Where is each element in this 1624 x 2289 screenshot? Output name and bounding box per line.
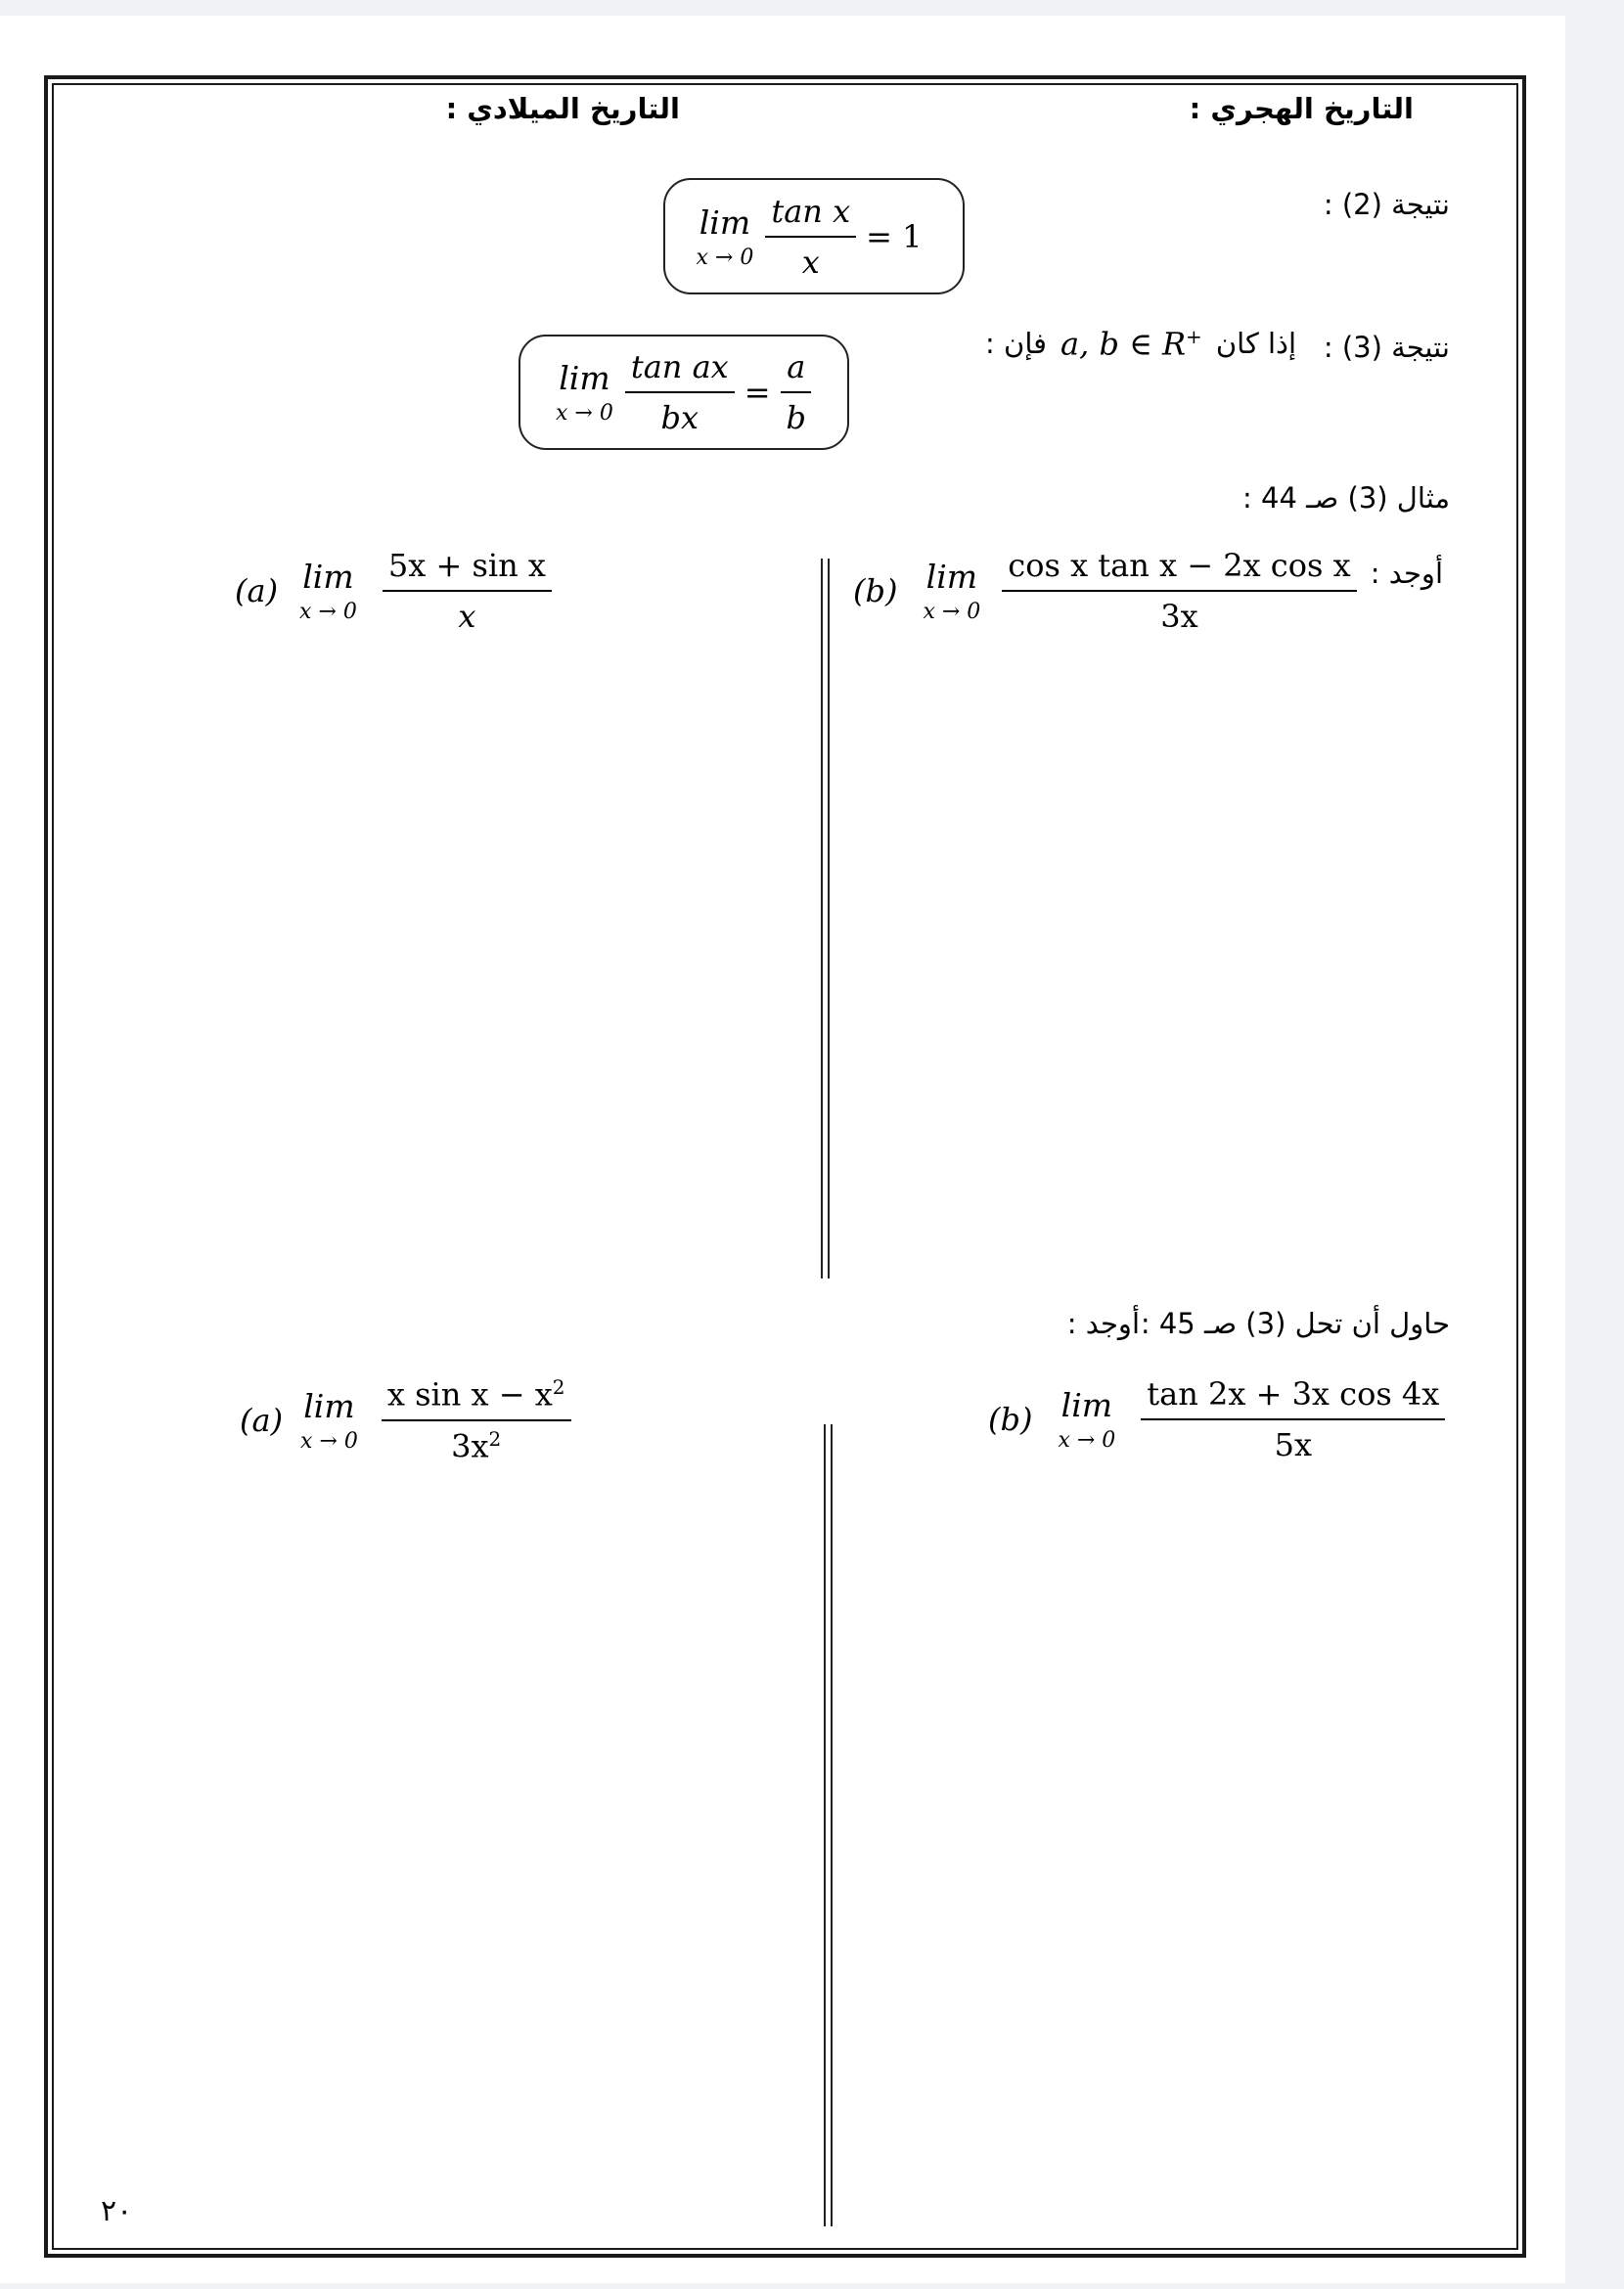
denominator: x: [801, 243, 820, 281]
lim-text: lim: [1060, 1386, 1113, 1424]
try-section-title: حاول أن تحل (3) صـ 45 :: [1140, 1307, 1450, 1340]
page-number: ٢٠: [101, 2194, 133, 2228]
column-divider-upper: [821, 559, 830, 1279]
example-find-label: أوجد :: [1370, 557, 1443, 590]
numerator: x $\sin x - x^2$: [382, 1375, 571, 1421]
part-a-label: (a): [235, 572, 279, 609]
try-part-b: [988, 1375, 1445, 1463]
lim-subscript: x → 0: [300, 1428, 358, 1454]
try-part-a: [240, 1375, 571, 1464]
result-3-label: نتيجة (3) :: [1323, 331, 1450, 364]
lim-subscript: x → 0: [696, 245, 754, 270]
column-divider-lower: [824, 1424, 833, 2226]
part-b-label: (b): [853, 572, 898, 609]
worksheet-page: [0, 16, 1565, 2283]
example-part-b: [853, 547, 1357, 635]
limit-operator: [300, 1387, 358, 1454]
then-text: فإن :: [985, 327, 1048, 361]
fraction: [1141, 1375, 1445, 1463]
denominator: $3x^2$: [451, 1426, 502, 1465]
condition-math: a, b ∈ R+: [1060, 325, 1202, 363]
if-text: إذا كان: [1215, 327, 1296, 361]
limit-operator: [556, 359, 613, 426]
lim-subscript: x → 0: [923, 600, 981, 624]
denominator: x: [458, 598, 476, 635]
part-a-label: (a): [240, 1401, 284, 1439]
denominator: 3x: [1160, 598, 1198, 635]
lim-text: lim: [303, 1386, 355, 1425]
numerator: 5x + sin x: [383, 547, 552, 592]
equals-one: = 1: [866, 217, 923, 255]
try-find-label: أوجد :: [1066, 1307, 1140, 1340]
lim-subscript: x → 0: [299, 600, 357, 624]
numerator: tan ax: [625, 348, 735, 393]
limit-operator: [299, 558, 357, 624]
fraction: [382, 1375, 571, 1464]
lim-text: lim: [559, 359, 610, 397]
result-3-formula-box: [519, 335, 849, 450]
rhs-numerator: a: [781, 348, 811, 393]
lim-subscript: x → 0: [556, 401, 613, 426]
equals-sign: =: [744, 374, 771, 411]
fraction-rhs: [781, 348, 812, 436]
lim-subscript: x → 0: [1058, 1428, 1116, 1453]
result-2-label: نتيجة (2) :: [1323, 188, 1450, 221]
fraction: [1002, 547, 1356, 635]
gregorian-date-label: التاريخ الميلادي :: [445, 92, 680, 125]
example-part-a: [235, 547, 552, 635]
denominator: 5x: [1274, 1426, 1312, 1463]
numerator: cos x tan x − 2x cos x: [1002, 547, 1356, 592]
result-3-formula: [556, 348, 812, 436]
limit-operator: [923, 558, 980, 624]
lim-text: lim: [925, 558, 978, 596]
result-2-formula: [697, 193, 932, 281]
fraction: [765, 193, 856, 281]
limit-operator: [697, 203, 754, 270]
fraction: [625, 348, 735, 436]
example-3-title: مثال (3) صـ 44 :: [1242, 481, 1450, 515]
result-2-formula-box: [663, 178, 965, 294]
hijri-date-label: التاريخ الهجري :: [1189, 92, 1414, 125]
part-b-label: (b): [988, 1401, 1033, 1438]
lim-text: lim: [699, 202, 751, 242]
fraction: [383, 547, 552, 635]
numerator: tan x: [765, 193, 856, 238]
limit-operator: [1058, 1386, 1115, 1453]
lim-text: lim: [302, 558, 354, 596]
numerator: tan 2x + 3x cos 4x: [1141, 1375, 1445, 1420]
denominator: bx: [660, 399, 699, 436]
result-3-condition: [985, 325, 1296, 363]
rhs-denominator: b: [786, 399, 806, 436]
